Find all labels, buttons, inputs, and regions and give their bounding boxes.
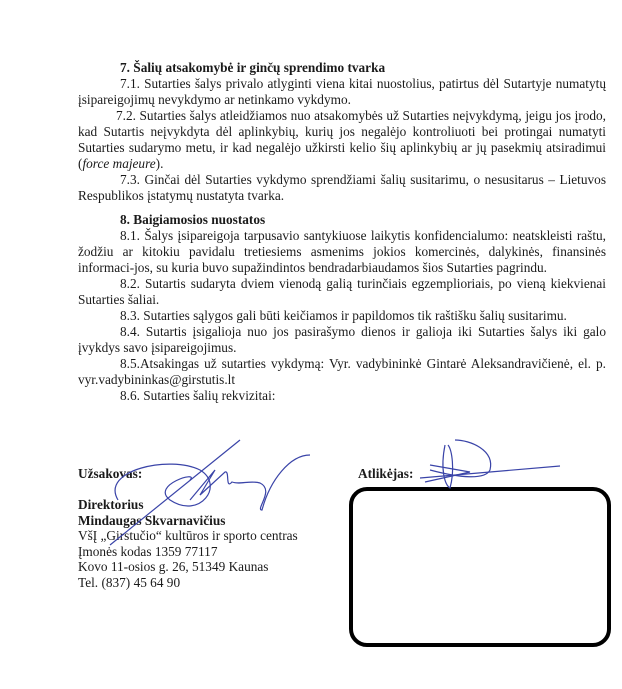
- clause-7-1: 7.1. Sutarties šalys privalo atlyginti viena kitai nuostolius, patirtus dėl Sutartyje numatytų įsipareigojimų nevykdymo ar netinkamo vykdymo.: [78, 76, 606, 107]
- clause-7-3: 7.3. Ginčai dėl Sutarties vykdymo sprendžiami šalių susitarimu, o nesusitarus – Lietuvos Respublikos įstatymų nustatyta tvarka.: [78, 172, 606, 203]
- contractor-signature: [420, 440, 560, 488]
- clause-8-5: 8.5.Atsakingas už sutarties vykdymą: Vyr. vadybininkė Gintarė Aleksandravičienė, el. p. vyr.vadybininkas@girstutis.lt: [78, 356, 606, 387]
- customer-address: Kovo 11-osios g. 26, 51349 Kaunas: [78, 559, 269, 574]
- customer-phone: Tel. (837) 45 64 90: [78, 574, 181, 590]
- clause-8-2: 8.2. Sutartis sudaryta dviem vienodą galią turinčiais egzemplioriais, po vieną kiekvienai Sutarties šaliai.: [78, 276, 606, 307]
- clause-8-1: 8.1. Šalys įsipareigoja tarpusavio santykiuose laikytis konfidencialumo: neatskleisti raštu, žodžiu ar kitokiu pavidalu tretiesiems asmenims jokios komercinės, dalykinės, finansinės informaci-jos, su kuria buvo supažindintos bendradarbiaudamos šios Sutarties pagrindu.: [78, 228, 606, 275]
- customer-code: Įmonės kodas 1359 77117: [78, 543, 218, 559]
- clause-8-3: 8.3. Sutarties sąlygos gali būti keičiamos ir papildomos tik raštišku šalių susitarimu.: [120, 308, 567, 323]
- section-7-heading: 7. Šalių atsakomybė ir ginčų sprendimo tvarka: [120, 60, 386, 75]
- customer-name: Mindaugas Skvarnavičius: [78, 512, 226, 528]
- clause-8-4: 8.4. Sutartis įsigalioja nuo jos pasirašymo dienos ir galioja iki Sutarties šalys iki galo įvykdys savo įsipareigojimus.: [78, 324, 606, 355]
- section-8-heading: 8. Baigiamosios nuostatos: [120, 212, 266, 227]
- clause-7-2: 7.2. Sutarties šalys atleidžiamos nuo atsakomybės už Sutarties neįvykdymą, jeigu jos įrodo, kad Sutartis neįvykdyta dėl aplinkybių, kurių jos negalėjo kontroliuoti bei protingai numatyti Sutarties sudarymo metu, ir kad negalėjo užkirsti kelio šių aplinkybių ar jų pasekmių atsiradimui (force majeure).: [78, 108, 606, 171]
- customer-title: Direktorius: [78, 497, 144, 512]
- customer-signature: [110, 440, 310, 545]
- contractor-label: Atlikėjas:: [358, 466, 414, 481]
- clause-8-6: 8.6. Sutarties šalių rekvizitai:: [120, 388, 276, 403]
- customer-org: VšĮ „Girstučio“ kultūros ir sporto centras: [78, 528, 298, 543]
- customer-label: Užsakovas:: [78, 466, 143, 481]
